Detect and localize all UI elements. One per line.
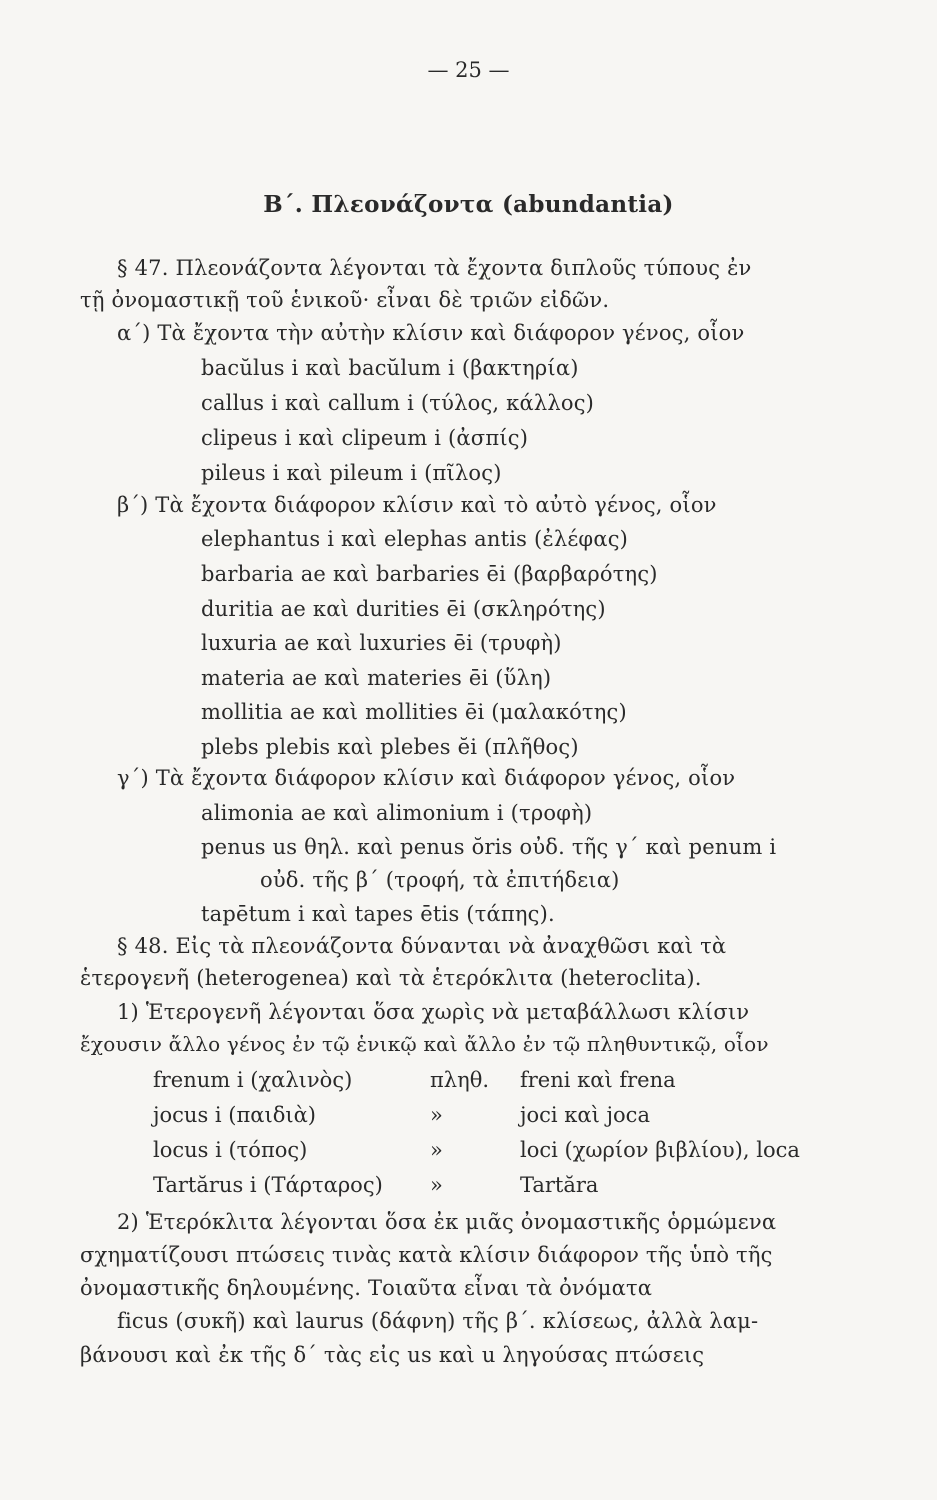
table-cell-mark: » xyxy=(430,1138,443,1162)
text-line: plebs plebis καὶ plebes ĕi (πλῆθος) xyxy=(201,735,579,759)
table-cell-singular: locus i (τόπος) xyxy=(153,1138,308,1162)
text-line: pileus i καὶ pileum i (πῖλος) xyxy=(201,461,502,485)
text-line: mollitia ae καὶ mollities ēi (μαλακότης) xyxy=(201,700,627,724)
table-cell-plural: joci καὶ joca xyxy=(520,1103,650,1127)
text-line: materia ae καὶ materies ēi (ὕλη) xyxy=(201,666,552,690)
table-cell-mark: » xyxy=(430,1173,443,1197)
text-line: § 48. Εἰς τὰ πλεονάζοντα δύνανται νὰ ἀναχθῶσι καὶ τὰ xyxy=(117,934,727,958)
table-cell-plural: Tartăra xyxy=(520,1173,599,1197)
text-line: tapētum i καὶ tapes ētis (τάπης). xyxy=(201,902,555,926)
text-line: γ΄) Τὰ ἔχοντα διάφορον κλίσιν καὶ διάφορον γένος, οἷον xyxy=(117,766,736,790)
text-line: penus us θηλ. καὶ penus ŏris οὐδ. τῆς γ΄ καὶ penum i xyxy=(201,835,777,859)
text-line: alimonia ae καὶ alimonium i (τροφὴ) xyxy=(201,801,593,825)
text-line: barbaria ae καὶ barbaries ēi (βαρβαρότης) xyxy=(201,562,658,586)
text-line: 2) Ἑτερόκλιτα λέγονται ὅσα ἐκ μιᾶς ὀνομαστικῆς ὁρμώμενα xyxy=(117,1210,777,1234)
table-cell-mark: » xyxy=(430,1103,443,1127)
table-cell-singular: frenum i (χαλινὸς) xyxy=(153,1068,353,1092)
text-line: 1) Ἑτερογενῆ λέγονται ὅσα χωρὶς νὰ μεταβάλλωσι κλίσιν xyxy=(117,1000,750,1024)
text-line: luxuria ae καὶ luxuries ēi (τρυφὴ) xyxy=(201,631,562,655)
text-line: α΄) Τὰ ἔχοντα τὴν αὐτὴν κλίσιν καὶ διάφορον γένος, οἷον xyxy=(117,321,745,345)
text-line: callus i καὶ callum i (τύλος, κάλλος) xyxy=(201,391,595,415)
table-cell-plural: loci (χωρίον βιβλίου), loca xyxy=(520,1138,800,1162)
text-line: elephantus i καὶ elephas antis (ἐλέφας) xyxy=(201,527,629,551)
table-cell-plural: freni καὶ frena xyxy=(520,1068,676,1092)
text-line: duritia ae καὶ durities ēi (σκληρότης) xyxy=(201,597,606,621)
text-line: clipeus i καὶ clipeum i (ἀσπίς) xyxy=(201,426,529,450)
text-line: § 47. Πλεονάζοντα λέγονται τὰ ἔχοντα διπλοῦς τύπους ἐν xyxy=(117,256,752,280)
text-line: τῇ ὀνομαστικῇ τοῦ ἑνικοῦ· εἶναι δὲ τριῶν εἰδῶν. xyxy=(80,288,610,312)
text-line: ὀνομαστικῆς δηλουμένης. Τοιαῦτα εἶναι τὰ ὀνόματα xyxy=(80,1276,653,1300)
table-cell-singular: Tartărus i (Τάρταρος) xyxy=(153,1173,383,1197)
table-cell-mark: πληθ. xyxy=(430,1068,490,1092)
table-cell-singular: jocus i (παιδιὰ) xyxy=(153,1103,316,1127)
text-line: βάνουσι καὶ ἐκ τῆς δ΄ τὰς εἰς us καὶ u ληγούσας πτώσεις xyxy=(80,1343,705,1367)
text-line: bacŭlus i καὶ bacŭlum i (βακτηρία) xyxy=(201,356,579,380)
text-line: ἑτερογενῆ (heterogenea) καὶ τὰ ἑτερόκλιτα (heteroclita). xyxy=(80,966,702,990)
text-line: οὐδ. τῆς β΄ (τροφή, τὰ ἐπιτήδεια) xyxy=(260,868,620,892)
text-line: β΄) Τὰ ἔχοντα διάφορον κλίσιν καὶ τὸ αὐτὸ γένος, οἷον xyxy=(117,493,717,517)
page-number: — 25 — xyxy=(427,58,510,82)
text-line: ficus (συκῆ) καὶ laurus (δάφνη) τῆς β΄. κλίσεως, ἀλλὰ λαμ- xyxy=(117,1309,759,1333)
text-line: ἔχουσιν ἄλλο γένος ἐν τῷ ἑνικῷ καὶ ἄλλο ἐν τῷ πληθυντικῷ, οἷον xyxy=(80,1032,769,1056)
section-heading: Β΄. Πλεονάζοντα (abundantia) xyxy=(263,191,674,218)
text-line: σχηματίζουσι πτώσεις τινὰς κατὰ κλίσιν διάφορον τῆς ὑπὸ τῆς xyxy=(80,1243,773,1267)
